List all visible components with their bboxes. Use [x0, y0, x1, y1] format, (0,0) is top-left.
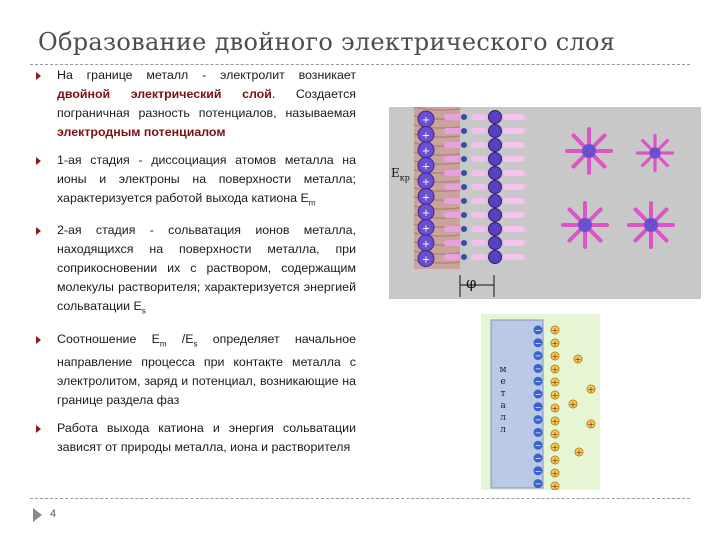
solvated-ion [489, 223, 502, 236]
svg-text:+: + [551, 469, 559, 478]
svg-text:+: + [421, 161, 431, 173]
bullet-text: определяет начальное направление процесса при контакте металла с электролитом, заряд и потенциал, возникающие на границе раздела фаз [57, 331, 356, 408]
solvated-cluster [567, 129, 611, 173]
subscript: s [193, 339, 198, 349]
svg-text:−: − [534, 441, 542, 451]
electron [461, 198, 467, 204]
solvent-molecule [471, 212, 487, 218]
svg-text:−: − [534, 402, 542, 412]
bullet-text: 2-ая стадия - сольватация ионов металла, находящихся на поверхности металла, при соприкосновении их с раствором, содержащим молекулы растворителя; характеризуется энергией сольватации Е [57, 223, 356, 314]
solvated-cluster [563, 203, 607, 247]
highlighted-term: электродным потенциалом [57, 125, 226, 139]
solvent-molecule [503, 198, 525, 204]
cluster-ion [578, 218, 592, 232]
solvent-molecule [471, 142, 487, 148]
svg-text:+: + [421, 192, 431, 204]
solvated-ion [489, 139, 502, 152]
page-number: 4 [50, 508, 57, 520]
svg-text:+: + [551, 326, 559, 335]
solvent-molecule [471, 226, 487, 232]
solvent-molecule [503, 114, 525, 120]
cluster-ion [644, 218, 658, 232]
bullet-item [36, 330, 356, 410]
solvent-molecule [503, 142, 525, 148]
solvated-ion [489, 181, 502, 194]
bottom-divider [30, 498, 690, 499]
solvated-ion [489, 209, 502, 222]
solvent-molecule [471, 254, 487, 260]
solvated-ion [489, 125, 502, 138]
solvent-molecule [471, 240, 487, 246]
bullet-arrow-icon [36, 157, 41, 165]
svg-text:−: − [534, 479, 542, 489]
svg-text:+: + [551, 430, 559, 439]
solvated-ion [489, 251, 502, 264]
svg-text:+: + [587, 420, 595, 429]
solvent-molecule [471, 184, 487, 190]
electron [461, 142, 467, 148]
metal-label-letter: м [499, 365, 507, 375]
cluster-ion [582, 144, 596, 158]
electron [461, 114, 467, 120]
svg-text:−: − [534, 377, 542, 387]
electron [461, 184, 467, 190]
bullet-item [36, 419, 356, 457]
bullet-arrow-icon [36, 336, 41, 344]
solvated-cluster [637, 135, 672, 170]
bullet-text: /Е [166, 331, 194, 346]
solvent-molecule [444, 128, 462, 134]
svg-text:+: + [421, 177, 431, 188]
svg-text:+: + [421, 239, 431, 250]
solvated-ion [489, 167, 502, 180]
solvent-molecule [503, 156, 525, 162]
bullet-arrow-icon [36, 227, 41, 235]
energy-label: $E_{кр}$ [391, 166, 410, 183]
bullet-text: 1-ая стадия - диссоциация атомов металла на ионы и электроны на поверхности металла; характеризуется работой выхода катиона Е [57, 153, 356, 205]
solvent-molecule [444, 114, 462, 120]
double-layer-figure [389, 107, 701, 299]
svg-text:+: + [551, 443, 559, 452]
bullet-item [36, 151, 356, 212]
metal-label-letter: т [500, 389, 506, 399]
cluster-ion [649, 147, 660, 158]
svg-text:−: − [534, 466, 542, 476]
bullet-text: На границе металл - электролит возникает [57, 68, 356, 82]
solvated-ion [489, 237, 502, 250]
svg-text:−: − [534, 454, 542, 463]
subscript: m [308, 198, 316, 208]
bullet-text: . Создается пограничная разность потенциалов, называемая [57, 87, 356, 120]
svg-text:−: − [534, 390, 542, 399]
svg-text:−: − [534, 415, 542, 425]
solvent-molecule [444, 170, 462, 176]
electron [461, 240, 467, 246]
svg-text:+: + [551, 378, 559, 387]
svg-text:+: + [551, 352, 559, 361]
solvent-molecule [503, 128, 525, 134]
svg-text:+: + [421, 208, 431, 219]
bullet-arrow-icon [36, 425, 41, 433]
svg-text:+: + [569, 400, 577, 409]
svg-text:+: + [587, 385, 595, 394]
svg-text:+: + [551, 391, 559, 400]
solvent-molecule [444, 254, 462, 260]
solvent-molecule [444, 142, 462, 148]
svg-text:+: + [551, 365, 559, 374]
metal-label-letter: л [500, 425, 506, 435]
bullet-item [36, 66, 356, 142]
electron [461, 156, 467, 162]
solvent-molecule [503, 212, 525, 218]
svg-text:−: − [534, 364, 542, 374]
solvated-ion [489, 111, 502, 124]
bullet-item [36, 221, 356, 320]
potential-label: φ [466, 274, 477, 292]
svg-text:+: + [421, 130, 431, 142]
svg-text:−: − [534, 428, 542, 438]
subscript: m [159, 339, 167, 349]
svg-text:+: + [421, 146, 431, 157]
svg-text:+: + [551, 456, 559, 465]
solvent-molecule [471, 170, 487, 176]
solvent-molecule [471, 198, 487, 204]
metal-label-letter: л [500, 413, 506, 423]
metal-label-letter: а [500, 401, 506, 411]
svg-text:+: + [574, 355, 582, 364]
solvated-cluster [629, 203, 673, 247]
metal-label [496, 364, 510, 436]
solvent-molecule [503, 240, 525, 246]
svg-text:+: + [551, 339, 559, 348]
svg-text:−: − [534, 351, 542, 361]
solvent-molecule [503, 184, 525, 190]
svg-text:+: + [421, 223, 431, 235]
play-arrow-icon [33, 508, 42, 522]
electron [461, 212, 467, 218]
solvated-ion [489, 195, 502, 208]
svg-text:−: − [534, 326, 542, 335]
bullet-text: Соотношение Е [57, 331, 160, 346]
solvent-molecule [444, 156, 462, 162]
slide-title: Образование двойного электрического слоя [38, 28, 616, 56]
bullet-list [36, 66, 356, 466]
svg-text:+: + [551, 404, 559, 413]
subscript: s [141, 306, 146, 316]
top-divider [30, 64, 690, 65]
svg-text:−: − [534, 338, 542, 348]
electron [461, 170, 467, 176]
solvent-molecule [503, 226, 525, 232]
solvated-ion [489, 153, 502, 166]
svg-text:+: + [575, 448, 583, 457]
solvent-molecule [444, 198, 462, 204]
solvent-molecule [503, 254, 525, 260]
solvent-molecule [503, 170, 525, 176]
solvent-molecule [444, 226, 462, 232]
solvent-molecule [444, 212, 462, 218]
bullet-arrow-icon [36, 72, 41, 80]
electron [461, 254, 467, 260]
svg-text:+: + [551, 417, 559, 426]
svg-text:+: + [551, 482, 559, 490]
bullet-text: Работа выхода катиона и энергия сольватации зависят от природы металла, иона и растворителя [57, 421, 356, 455]
electron [461, 226, 467, 232]
metal-label-letter: е [500, 377, 506, 387]
solvent-molecule [471, 114, 487, 120]
solvent-molecule [444, 240, 462, 246]
solvent-molecule [471, 156, 487, 162]
highlighted-term: двойной электрический слой [57, 87, 272, 101]
electron [461, 128, 467, 134]
svg-text:+: + [421, 254, 431, 266]
solvent-molecule [444, 184, 462, 190]
svg-text:+: + [421, 115, 431, 126]
solvent-molecule [471, 128, 487, 134]
